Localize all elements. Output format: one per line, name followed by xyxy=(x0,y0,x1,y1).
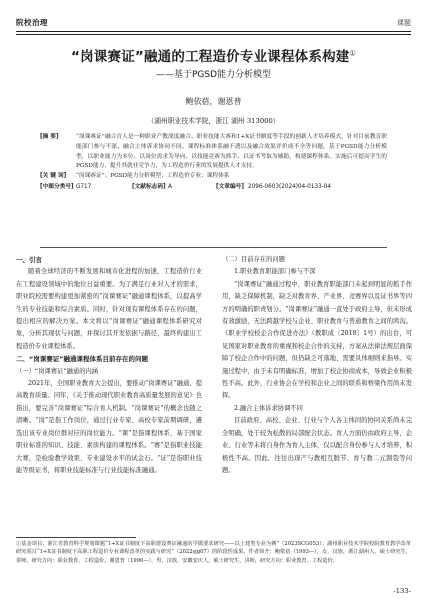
problem-1-paragraph: “岗课赛证”融通过程中，职业教育职能部门未起到明显的抓手作用，缺乏保障机制，缺乏对教育界、产业界、竞赛界以及证书界等四方的明确的职责划分。“岗课赛证”融通一直处于政府主导，但未形成有效激励，无法跨越学校与企业、职业教育与普通教育之间的鸿沟。《职业学校校企合作促进办法》（教职成〔2018〕1号）的出台，可见国家对职业教育的重视和校企合作的支持，方案从法律法规层面保障了校企合作中的问题，但仍缺乏可落地、需要具体细则来指导。实施过程中，由于未有明确标准，增加了校企协商成本，导致企业积极性不高。此外，行业协会在学校和企业之间的联系和桥梁作用尚未发挥。 xyxy=(222,280,412,400)
article-no-label: [文章编号] xyxy=(216,183,244,190)
abstract-label: [摘 要] xyxy=(40,134,59,140)
intro-heading: 一、引言 xyxy=(16,256,42,264)
keywords xyxy=(40,172,387,182)
authors: 鲍依蓓，谢恩普 xyxy=(185,97,242,106)
clc-value: G717 xyxy=(76,183,92,190)
header-rule xyxy=(16,31,411,35)
title-footnote-marker: ① xyxy=(349,49,356,58)
article-title: “岗课赛证”融通的工程造价专业课程体系构建① xyxy=(71,49,356,65)
doc-code-label: [文献标志码] xyxy=(132,183,166,190)
problem-2-paragraph: 目前政府、高校、企业、行业与个人各主体间的协同关系尚未完全明确，处于较为松散的局部配合状态。育人方面仍由政府主导，企业、行业等未将自身作为育人主体，仅以配合身份参与人才培养，积极性不高。因此，往往出现产与教相互脱节、育与教二元割裂等问题。 xyxy=(222,417,412,474)
keywords-label: [关 键 词] xyxy=(40,173,67,180)
abstract-text: “岗课赛证”融合育人是一种职业产教深度融合、职业技能大赛和1+X证书制度等手段的创新人才培养模式。针对目前教育职能部门参与不深、融合主体诉求协同不同、课程标准体系融不透以及融合效果评价成不全等问题，基于PGSD能力分析模型，以职业能力为本位、以岗位需求为导向、以技能竞赛为抓手、以证书考取为辅助，构建课程体系。实施后可提高学生的PGSD能力，提升其就业竞争力，为工程造价行业的发展提供人才支持。 xyxy=(76,134,387,170)
clc-label: [中图分类号] xyxy=(40,183,74,190)
intro-paragraph: 随着全球经济的不断发展和城市化进程的加速，工程造价行业在工程建设领域中的地位日益重要。为了满足行业对人才的需求，职业院校需要构建更加紧密的“岗课赛证”融通课程体系，以提高学生的专业技能和综合素质。同时，针对现有课程体系存在的问题，提出相应的解决方案。本文将以“岗课赛证”融通课程体系研究对象，分析其现状与问题，并探讨其开发依据与路径，最终构建出工程造价专业课程体系。 xyxy=(16,268,202,350)
article-no-value: 2096-0603(2024)04-0133-04 xyxy=(248,183,331,190)
footnote: ①基金项目：浙江省教育科学规划课题“1+X证书制度下高职建设赛证融通的学做要求研究——以土建类专业为例”（2023SCG053）；湖州职业技术学院校院教育教学改革研究项目“1+X证书制度下高职工程造价专业课程改革的实践与研究”（2022sjg07）的阶段性成果。作者简介：鲍依蓓（1993—），女，汉族，浙江湖州人，硕士研究生，讲师，研究方向：职业教育、工程造价。谢恩普（1990—），男，汉族，安徽安庆人，硕士研究生，讲师，研究方向：职业教育、工程造价。 xyxy=(16,541,411,564)
abstract-rule xyxy=(40,247,387,248)
footnote-rule xyxy=(16,537,136,538)
section2-heading: 二、“岗课赛证”融通课程体系目前存在的问题 xyxy=(16,355,149,364)
section2-subheading-1: （一）“岗课赛证”融通的内涵 xyxy=(16,367,99,375)
running-head xyxy=(16,12,411,28)
problem-2-heading: 2.融合主体诉求协调不同 xyxy=(234,404,303,412)
column-label: 课题 xyxy=(397,19,411,27)
right-column xyxy=(222,254,412,477)
article-subtitle: ——基于PGSD能力分析模型 xyxy=(155,70,272,80)
problem-1-heading: 1.职业教育职能部门参与不深 xyxy=(234,268,316,276)
section2-paragraph: 2021年，全国职业教育大会提出，要推动“岗课赛证”融通，提高教育质量。同年，《关于推动现代职业教育高质量发展的意见》也指出，要完善“岗课赛证”综合育人机制。“岗课赛证”的概念也随之清晰。“岗”是指工作岗位，通过行业专家、高校专家前期调研，遴选出该专业岗位群对应的岗位能力。“课”是指课程体系，基于国家职业标准的知识、技能、素质构建的课程体系。“赛”是指职业技能大赛，是检验教学效果、专业建设水平的试金石。“证”是指职业技能等级证书，将职业技能标准与行业技能标准融通。 xyxy=(16,380,202,474)
abstract-block xyxy=(40,133,387,192)
classification-line xyxy=(40,183,387,193)
section2-subheading-2: （二）目前存在的问题 xyxy=(222,256,285,263)
keywords-text: “岗课赛证”；PGSD能力分析模型；工程造价专业；课程体系 xyxy=(76,173,230,180)
doc-code-value: A xyxy=(168,183,172,190)
left-column xyxy=(16,254,202,477)
abstract xyxy=(40,133,387,172)
affiliation: （湖州职业技术学院，浙江 湖州 313000） xyxy=(147,117,280,125)
page-number: -133- xyxy=(393,587,411,595)
journal-section-label: 院校治理 xyxy=(16,18,48,27)
